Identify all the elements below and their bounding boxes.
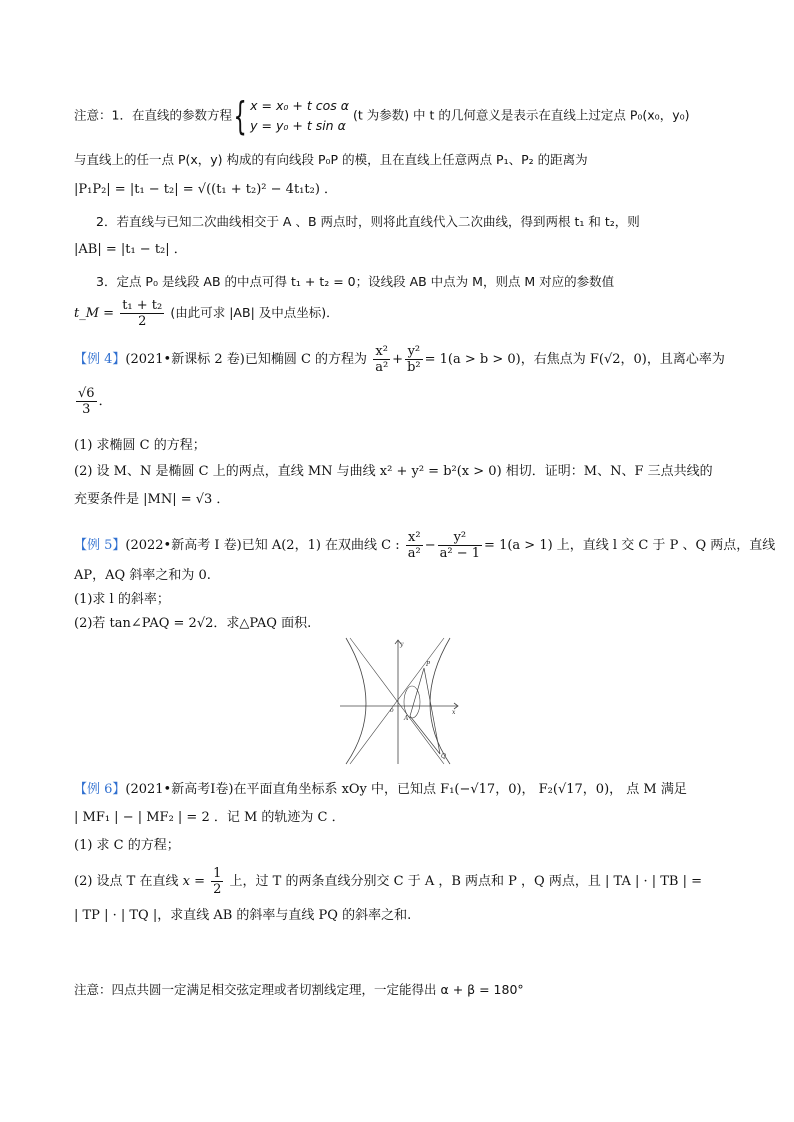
example4-q1: (1) 求椭圆 C 的方程； [74, 438, 206, 453]
half-fraction [211, 866, 223, 897]
example5-q2: (2)若 tan∠PAQ = 2√2．求△PAQ 面积. [74, 616, 312, 631]
example5-text2: = 1(a > 1) 上，直线 l 交 C 于 P 、Q 两点，直线 [484, 538, 776, 553]
half-num: 1 [213, 866, 222, 881]
triangle-PAQ [410, 668, 440, 754]
note1-line1 [74, 96, 689, 136]
ellipse-y-den: b² [407, 360, 421, 375]
example4-text1: 已知椭圆 C 的方程为 [244, 352, 368, 367]
note1-intro: 1．在直线的参数方程 [111, 107, 232, 123]
note1-line3: |P₁P₂| = |t₁ − t₂| = √((t₁ + t₂)² − 4t₁t₂) ． [74, 182, 338, 197]
example4-q2: (2) 设 M、N 是椭圆 C 上的两点，直线 MN 与曲线 x² + y² = b²(x > 0) 相切．证明：M、N、F 三点共线的 [74, 464, 713, 479]
example4-source: (2021•新课标 2 卷) [125, 352, 245, 367]
example5-text1: 已知 A(2，1) 在双曲线 C : [241, 538, 400, 553]
example6-q1: (1) 求 C 的方程； [74, 838, 180, 853]
eccentricity-fraction [76, 386, 97, 417]
param-eq-x: x = x₀ + t cos α [250, 98, 349, 113]
ellipse-x-num: x² [373, 344, 390, 360]
note1-item3: 3．定点 P₀ 是线段 AB 的中点可得 t₁ + t₂ = 0；设线段 AB 中点为 M，则点 M 对应的参数值 [96, 274, 615, 289]
hyperbola-y-num: y² [438, 530, 482, 546]
example6-q2 [74, 866, 702, 897]
example4-tag: 【例 4】 [74, 352, 126, 367]
example6-line1 [74, 780, 687, 800]
example6-q2b: 上，过 T 的两条直线分别交 C 于 A ，B 两点和 P ，Q 两点，且 | TA | · | TB | = [229, 874, 703, 889]
label-p: P [426, 661, 431, 668]
tm-fraction [120, 298, 164, 329]
note1-item2b: |AB| = |t₁ − t₂| ． [74, 242, 187, 257]
example6-source: (2021•新高考Ⅰ卷) [125, 782, 234, 797]
hyperbola-x-num: x² [406, 530, 423, 546]
label-x: x [452, 709, 456, 716]
param-eq-y: y = y₀ + t sin α [250, 118, 346, 133]
note1-line2: 与直线上的任一点 P(x，y) 构成的有向线段 P₀P 的模，且在直线上任意两点 P₁、P₂ 的距离为 [74, 152, 588, 167]
param-equation-system [250, 96, 349, 136]
ellipse-x-fraction [373, 344, 390, 375]
half-den: 2 [213, 882, 222, 897]
ellipse-y-num: y² [405, 344, 423, 360]
hyperbola-figure [340, 636, 460, 766]
example6-tag: 【例 6】 [74, 782, 126, 797]
example6-q2a: (2) 设点 T 在直线 [74, 874, 179, 889]
inner-curve [404, 686, 420, 718]
example5-source: (2022•新高考 Ⅰ 卷) [125, 538, 242, 553]
hyperbola-left-branch [346, 638, 366, 764]
ellipse-x-den: a² [375, 360, 389, 375]
example6-q2c: | TP | · | TQ |，求直线 AB 的斜率与直线 PQ 的斜率之和. [74, 908, 412, 923]
eccentricity-den: 3 [82, 402, 91, 417]
example6-text1: 在平面直角坐标系 xOy 中，已知点 F₁(−√17，0)， F₂(√17，0)， 点 M 满足 [233, 782, 687, 797]
ellipse-y-fraction [405, 344, 423, 375]
label-y: y [400, 641, 404, 648]
note2: 注意：四点共圆一定满足相交弦定理或者切割线定理，一定能得出 α + β = 180° [74, 982, 524, 997]
example5-line2: AP，AQ 斜率之和为 0. [74, 568, 211, 583]
example4-line1 [74, 344, 725, 375]
hyperbola-x-fraction [406, 530, 423, 561]
tm-denominator: 2 [138, 314, 147, 329]
tm-symbol: t_M = [74, 306, 115, 321]
hyperbola-y-den: a² − 1 [439, 546, 481, 561]
line-x-eq: x = [182, 874, 205, 889]
eccentricity-num: √6 [78, 386, 95, 401]
example4-q2b: 充要条件是 |MN| = √3 ． [74, 492, 230, 507]
label-a: A [404, 715, 409, 722]
note1-item2: 2．若直线与已知二次曲线相交于 A 、B 两点时，则将此直线代入二次曲线，得到两根 t₁ 和 t₂，则 [96, 214, 640, 229]
plus-sign: + [392, 352, 404, 367]
note1-label: 注意： [74, 107, 112, 123]
period: ． [98, 394, 112, 409]
example6-line2: | MF₁ | − | MF₂ | = 2 ．记 M 的轨迹为 C ． [74, 810, 345, 825]
hyperbola-x-den: a² [407, 546, 421, 561]
example4-eccentricity [74, 386, 112, 417]
label-o: o [390, 707, 394, 714]
label-q: Q [441, 753, 446, 760]
example5-q1: (1)求 l 的斜率； [74, 592, 170, 607]
minus-sign: − [424, 538, 436, 553]
tm-tail: (由此可求 |AB| 及中点坐标)． [170, 305, 339, 320]
note1-item3b [74, 298, 339, 329]
left-brace: { [233, 94, 247, 138]
example5-line1 [74, 530, 775, 561]
note1-param-note: (t 为参数) 中 t 的几何意义是表示在直线上过定点 P₀(x₀，y₀) [352, 107, 690, 123]
example5-tag: 【例 5】 [74, 538, 126, 553]
tm-numerator: t₁ + t₂ [122, 298, 163, 313]
example4-text2: = 1(a > b > 0)，右焦点为 F(√2，0)，且离心率为 [424, 352, 725, 367]
hyperbola-y-fraction [438, 530, 482, 561]
